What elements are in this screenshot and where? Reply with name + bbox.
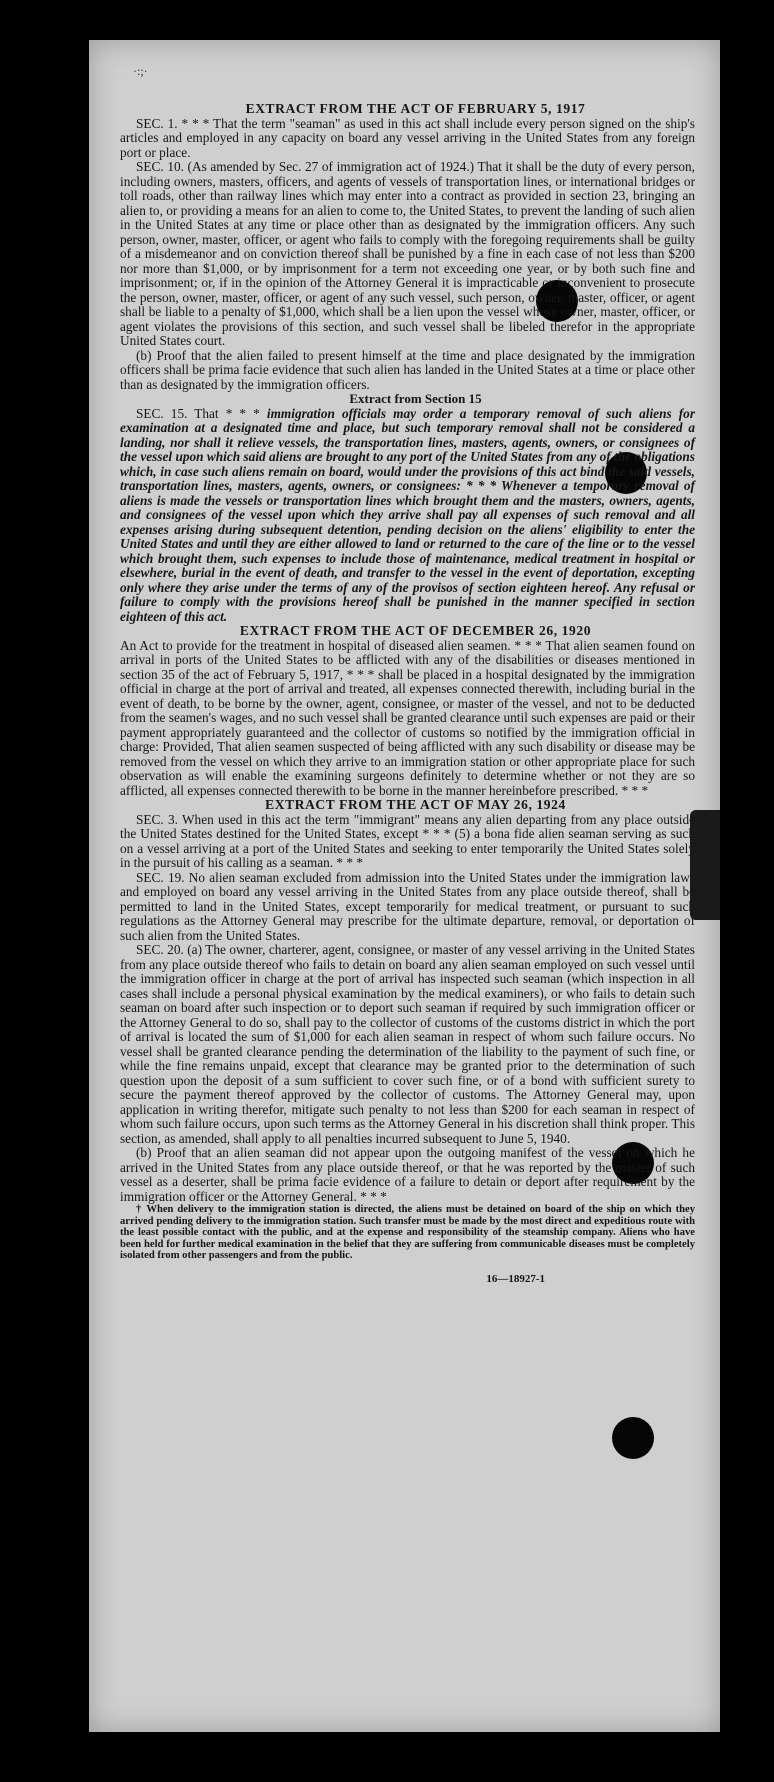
heading-act-1917: EXTRACT FROM THE ACT OF FEBRUARY 5, 1917 (245, 101, 586, 116)
section-1: SEC. 1. * * * That the term "seaman" as used in this act shall include every person signed on the ship's articles and employed in any capacity on board any vessel arriving in the United States from any foreign port or place. (120, 115, 695, 160)
section-10-b: (b) Proof that the alien failed to present himself at the time and place designated by the immigration officers shall be prima facie evidence that such alien has landed in the United States at a time or place other than as designated by the immigration officers. (120, 347, 695, 392)
document-body (120, 102, 695, 1286)
section-19: SEC. 19. No alien seaman excluded from admission into the United States under the immigration laws and employed on board any vessel arriving in the United States from any place outside thereof, shall be permitted to land in the United States, except temporarily for medical treatment, or pursuant to such regulations as the Attorney General may prescribe for the ultimate departure, removal, or deportation of such alien from the United States. (120, 869, 695, 943)
section-20: SEC. 20. (a) The owner, charterer, agent, consignee, or master of any vessel arriving in the United States from any place outside thereof who fails to detain on board any alien seaman employed on such vessel until the immigration officer in charge at the port of arrival has inspected such seaman (which inspection in all cases shall include a personal physical examination by the medical examiners), or who fails to detain such seaman on board after such inspection or to deport such seaman if required by such immigration officer or the Attorney General to do so, shall pay to the collector of customs of the customs district in which the port of arrival is located the sum of $1,000 for each alien seaman in respect of whom such failure occurs. No vessel shall be granted clearance pending the determination of the liability to the payment of such fine, or while the fine remains unpaid, except that clearance may be granted prior to the determination of such question upon the deposit of a sum sufficient to cover such fine, or of a bond with sufficient surety to secure the payment thereof approved by the collector of customs. The Attorney General may, upon application in writing therefor, mitigate such penalty to not less than $200 for each seaman in respect of whom such failure occurs, upon such terms as the Attorney General in his discretion shall think proper. This section, as amended, shall apply to all penalties incurred subsequent to June 5, 1940. (120, 942, 695, 1146)
section-15-lead: SEC. 15. That * * * (136, 405, 267, 421)
heading-section-15: Extract from Section 15 (349, 391, 482, 406)
corner-mark: ·:;· (133, 64, 148, 78)
form-number: 16—18927-1 (486, 1272, 545, 1285)
section-15 (120, 407, 695, 625)
section-15-text: immigration officials may order a temporary removal of such aliens for examination at a designated time and place, but such temporary removal shall not be considered a landing, nor shall it relieve vessels, the transportation lines, masters, agents, owners, or consignees of the vessel upon which said aliens are brought to any port of the United States from any of the obligations which, in case such aliens remain on board, would under the provisions of this act bind the said vessels, transportation lines, masters, agents, owners, or consignees: * * * Whenever a temporary removal of aliens is made the vessels or transportation lines which brought them and the masters, owners, agents, and consignees of the vessel upon which they arrive shall pay all expenses of such removal and all expenses arising during subsequent detention, pending decision on the aliens' eligibility to enter the United States and until they are either allowed to land or returned to the care of the line or to the vessel which brought them, such expenses to include those of maintenance, medical treatment in hospital or elsewhere, burial in the event of death, and transfer to the vessel in the event of deportation, excepting only where they arise under the terms of any of the provisos of section eighteen hereof. Any refusal or failure to comply with the provisions hereof shall be punished in the manner specified in section eighteen of this act. (120, 405, 695, 624)
section-10: SEC. 10. (As amended by Sec. 27 of immigration act of 1924.) That it shall be the duty of every person, including owners, masters, officers, and agents of vessels of transportation lines, or international bridges or toll roads, other than railway lines which may enter into a contract as provided in section 23, bringing an alien to, or providing a means for an alien to come to, the United States, to prevent the landing of such alien in the United States at any time or place other than as designated by the immigration officers. Any such person, owner, master, officer, or agent who fails to comply with the foregoing requirements shall be guilty of a misdemeanor and on conviction thereof shall be punished by a fine in each case of not less than $200 nor more than $1,000, or by imprisonment for a term not exceeding one year, or by both such fine and imprisonment; or, if in the opinion of the Attorney General it is impracticable or inconvenient to prosecute the person, owner, master, officer, or agent of any such vessel, such person, owner, master, officer, or agent shall be liable to a penalty of $1,000, which shall be a lien upon the vessel whose owner, master, officer, or agent violates the provisions of this section, and such vessel shall be libeled therefor in the appropriate United States court. (120, 159, 695, 348)
punch-hole-4 (612, 1417, 654, 1459)
document-page (89, 40, 720, 1732)
section-3: SEC. 3. When used in this act the term "immigrant" means any alien departing from any place outside the United States destined for the United States, except * * * (5) a bona fide alien seaman serving as such on a vessel arriving at a port of the United States and seeking to enter temporarily the United States solely in the pursuit of his calling as a seaman. * * * (120, 811, 695, 870)
heading-act-1920: EXTRACT FROM THE ACT OF DECEMBER 26, 1920 (239, 623, 592, 638)
footnote: † When delivery to the immigration station is directed, the aliens must be detained on board of the ship on which they arrived pending delivery to the immigration station. Such transfer must be made by the most direct and expeditious route with the least possible contact with the public, and at the expense and responsibility of the steamship company. Aliens who have been held for further medical examination in the belief that they are suffering from communicable diseases must be completely isolated from other passengers and from the public. (120, 1204, 695, 1262)
heading-act-1924: EXTRACT FROM THE ACT OF MAY 26, 1924 (265, 797, 566, 812)
act-1920-text: An Act to provide for the treatment in hospital of diseased alien seamen. * * * That alien seamen found on arrival in ports of the United States to be afflicted with any of the disabilities or diseases mentioned in section 35 of the act of February 5, 1917, * * * shall be placed in a hospital designated by the immigration official in charge at the port of arrival and treated, all expenses connected therewith, including burial in the event of death, to be borne by the owner, agent, consignee, or master of the vessel, and not to be deducted from the seamen's wages, and no such vessel shall be granted clearance until such expenses are paid or their payment appropriately guaranteed and the collector of customs so notified by the immigration official in charge: Provided, That alien seamen suspected of being afflicted with any such disability or disease may be removed from the vessel on which they arrive to an immigration station or other appropriate place for such observation as will enable the examining surgeons definitely to determine whether or not they are so afflicted, all expenses connected therewith to be borne in the manner hereinbefore prescribed. * * * (120, 637, 695, 798)
section-20-b: (b) Proof that an alien seaman did not appear upon the outgoing manifest of the vessel on which he arrived in the United States from any place outside thereof, or that he was reported by the master of such vessel as a deserter, shall be prima facie evidence of a failure to detain or deport after requirement by the immigration officer or the Attorney General. * * * (120, 1145, 695, 1204)
